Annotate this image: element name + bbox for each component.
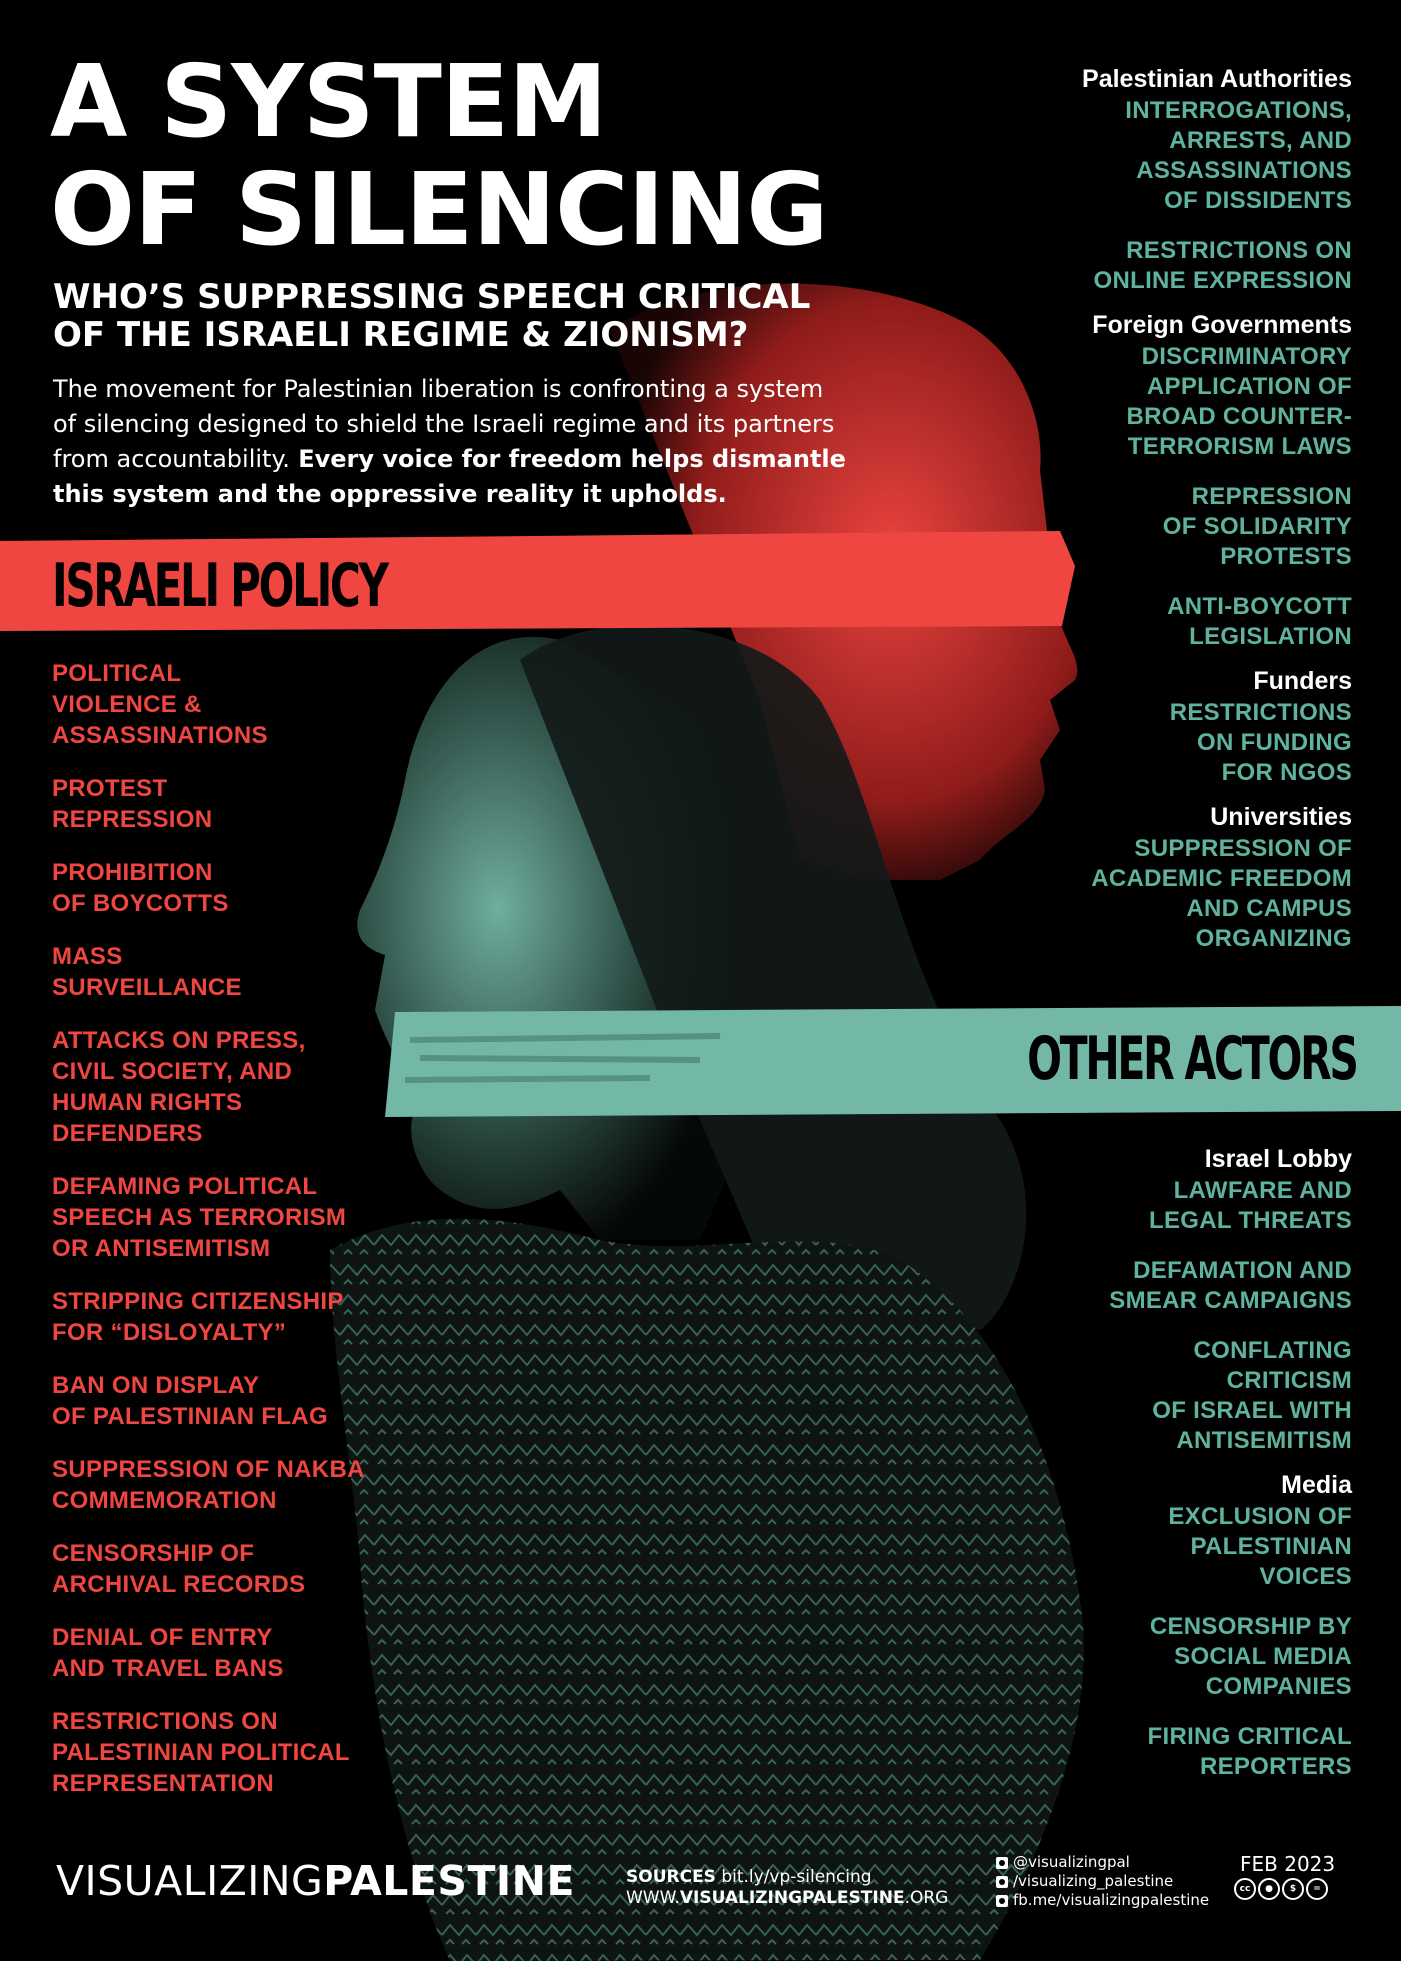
actor-item	[932, 1722, 1352, 1782]
actor-item	[932, 1256, 1352, 1316]
cc-icon: cc	[1234, 1878, 1256, 1900]
group-label-universities: Universities	[1210, 803, 1352, 831]
actor-line: RESTRICTIONS ON	[1126, 237, 1352, 264]
actor-line: DEFAMATION AND	[1133, 1257, 1352, 1284]
social-handle: /visualizing_palestine	[1013, 1872, 1174, 1890]
policy-line: VIOLENCE &	[52, 691, 202, 718]
title-line-1: A SYSTEM	[50, 43, 607, 160]
policy-line: FOR “DISLOYALTY”	[52, 1319, 287, 1346]
policy-line: SPEECH AS TERRORISM	[52, 1204, 347, 1231]
policy-line: OR ANTISEMITISM	[52, 1235, 271, 1262]
attribution-icon: ●	[1258, 1878, 1280, 1900]
policy-line: COMMEMORATION	[52, 1487, 277, 1514]
site-prefix: WWW.	[626, 1888, 680, 1908]
other-actors-lower-list	[932, 1144, 1352, 1802]
social-twitter[interactable]	[996, 1853, 1209, 1872]
actor-item	[932, 1336, 1352, 1456]
policy-item	[52, 1622, 452, 1684]
license-badges	[1234, 1878, 1328, 1900]
policy-item	[52, 1370, 452, 1432]
actor-item	[932, 96, 1352, 216]
actor-line: BROAD COUNTER-	[1126, 403, 1352, 430]
brand-bold: PALESTINE	[323, 1857, 576, 1905]
policy-line: MASS	[52, 943, 123, 970]
policy-line: POLITICAL	[52, 660, 182, 687]
policy-line: BAN ON DISPLAY	[52, 1372, 260, 1399]
page-title	[50, 43, 930, 268]
policy-line: AND TRAVEL BANS	[52, 1655, 284, 1682]
other-actors-upper-list	[932, 64, 1352, 974]
title-line-2: OF SILENCING	[50, 151, 828, 268]
actor-line: COMPANIES	[1205, 1673, 1352, 1700]
actor-line: RESTRICTIONS	[1169, 699, 1352, 726]
actor-line: LEGAL THREATS	[1148, 1207, 1352, 1234]
facebook-icon	[996, 1895, 1008, 1907]
actor-item	[932, 236, 1352, 296]
page-subtitle	[53, 278, 933, 354]
sources-row[interactable]	[626, 1867, 948, 1888]
actor-line: SMEAR CAMPAIGNS	[1109, 1287, 1352, 1314]
twitter-icon	[996, 1857, 1008, 1869]
actor-line: ASSASSINATIONS	[1136, 157, 1352, 184]
actor-line: REPRESSION	[1191, 483, 1352, 510]
actor-line: ANTI-BOYCOTT	[1167, 593, 1352, 620]
policy-item	[52, 1538, 452, 1600]
intro-bold-a: Every voice for freedom helps dismantle	[289, 445, 846, 473]
website-link[interactable]	[626, 1888, 948, 1909]
policy-line: STRIPPING CITIZENSHIP	[52, 1288, 344, 1315]
intro-line-1: The movement for Palestinian liberation is confronting a system	[53, 375, 824, 403]
actor-line: CONFLATING	[1193, 1337, 1352, 1364]
policy-line: RESTRICTIONS ON	[52, 1708, 278, 1735]
policy-line: DEFENDERS	[52, 1120, 203, 1147]
actor-item	[932, 1612, 1352, 1702]
sources-link[interactable]: bit.ly/vp-silencing	[715, 1867, 872, 1887]
actor-line: OF ISRAEL WITH	[1152, 1397, 1352, 1424]
policy-item	[52, 1706, 452, 1799]
instagram-icon	[996, 1876, 1008, 1888]
actor-line: EXCLUSION OF	[1168, 1503, 1352, 1530]
policy-item	[52, 1286, 452, 1348]
policy-item	[52, 941, 452, 1003]
actor-line: FOR NGOS	[1221, 759, 1352, 786]
actor-line: CRITICISM	[1226, 1367, 1352, 1394]
actor-item	[932, 342, 1352, 462]
actor-line: TERRORISM LAWS	[1127, 433, 1352, 460]
intro-bold-b: this system and the oppressive reality it upholds.	[53, 480, 727, 508]
actor-line: APPLICATION OF	[1146, 373, 1352, 400]
subtitle-line-2: OF THE ISRAELI REGIME & ZIONISM?	[53, 315, 749, 355]
brand-thin: VISUALIZING	[56, 1857, 324, 1905]
social-facebook[interactable]	[996, 1891, 1209, 1910]
actor-line: VOICES	[1259, 1563, 1352, 1590]
actor-line: OF DISSIDENTS	[1164, 187, 1352, 214]
policy-line: OF BOYCOTTS	[52, 890, 229, 917]
noncommercial-icon: $	[1282, 1878, 1304, 1900]
policy-line: DEFAMING POLITICAL	[52, 1173, 318, 1200]
actor-line: CENSORSHIP BY	[1149, 1613, 1352, 1640]
intro-line-3-text: from accountability.	[53, 445, 290, 473]
actor-line: OF SOLIDARITY	[1162, 513, 1352, 540]
actor-line: LAWFARE AND	[1173, 1177, 1352, 1204]
israeli-policy-heading: ISRAELI POLICY	[52, 551, 387, 621]
other-actors-heading: OTHER ACTORS	[1027, 1024, 1357, 1094]
policy-line: PROTEST	[52, 775, 168, 802]
intro-paragraph	[53, 372, 913, 512]
actor-line: LEGISLATION	[1189, 623, 1352, 650]
site-bold: VISUALIZINGPALESTINE	[679, 1888, 905, 1908]
actor-line: INTERROGATIONS,	[1125, 97, 1352, 124]
actor-line: SUPPRESSION OF	[1134, 835, 1352, 862]
actor-line: ON FUNDING	[1197, 729, 1352, 756]
publish-date: FEB 2023	[1240, 1852, 1336, 1876]
policy-line: HUMAN RIGHTS	[52, 1089, 243, 1116]
actor-item	[932, 834, 1352, 954]
intro-line-2: of silencing designed to shield the Israeli regime and its partners	[53, 410, 835, 438]
noderivatives-icon: =	[1306, 1878, 1328, 1900]
group-label-funders: Funders	[1253, 667, 1352, 695]
actor-item	[932, 698, 1352, 788]
actor-line: PALESTINIAN	[1190, 1533, 1352, 1560]
policy-item	[52, 658, 452, 751]
group-label-media: Media	[1281, 1471, 1352, 1499]
actor-line: AND CAMPUS	[1186, 895, 1352, 922]
actor-line: ONLINE EXPRESSION	[1093, 267, 1352, 294]
israeli-policy-list	[52, 658, 452, 1821]
intro-line-3	[53, 442, 913, 477]
actor-item	[932, 482, 1352, 572]
policy-line: CENSORSHIP OF	[52, 1540, 255, 1567]
sources-block	[626, 1867, 948, 1909]
actor-line: ARRESTS, AND	[1169, 127, 1352, 154]
sources-label: SOURCES	[626, 1867, 716, 1887]
actor-line: FIRING CRITICAL	[1147, 1723, 1352, 1750]
policy-line: PALESTINIAN POLITICAL	[52, 1739, 350, 1766]
policy-line: SUPPRESSION OF NAKBA	[52, 1456, 365, 1483]
policy-line: PROHIBITION	[52, 859, 213, 886]
actor-line: REPORTERS	[1199, 1753, 1352, 1780]
group-label-foreign-governments: Foreign Governments	[1092, 311, 1352, 339]
social-links	[996, 1853, 1209, 1910]
actor-line: ORGANIZING	[1195, 925, 1352, 952]
actor-line: SOCIAL MEDIA	[1174, 1643, 1352, 1670]
actor-line: ACADEMIC FREEDOM	[1091, 865, 1352, 892]
site-suffix: .ORG	[904, 1888, 949, 1908]
policy-item	[52, 1171, 452, 1264]
actor-line: PROTESTS	[1220, 543, 1352, 570]
social-handle: @visualizingpal	[1013, 1853, 1130, 1871]
subtitle-line-1: WHO’S SUPPRESSING SPEECH CRITICAL	[53, 277, 811, 317]
social-instagram[interactable]	[996, 1872, 1209, 1891]
policy-line: DENIAL OF ENTRY	[52, 1624, 273, 1651]
group-label-israel-lobby: Israel Lobby	[1204, 1145, 1352, 1173]
policy-line: OF PALESTINIAN FLAG	[52, 1403, 328, 1430]
policy-item	[52, 773, 452, 835]
actor-line: ANTISEMITISM	[1176, 1427, 1352, 1454]
group-label-palestinian-authorities: Palestinian Authorities	[1082, 65, 1352, 93]
brand-logo[interactable]	[56, 1856, 575, 1906]
policy-item	[52, 1454, 452, 1516]
actor-item	[932, 592, 1352, 652]
actor-item	[932, 1502, 1352, 1592]
actor-line: DISCRIMINATORY	[1141, 343, 1352, 370]
policy-line: REPRESENTATION	[52, 1770, 274, 1797]
policy-line: SURVEILLANCE	[52, 974, 242, 1001]
policy-line: REPRESSION	[52, 806, 213, 833]
policy-line: ASSASSINATIONS	[52, 722, 268, 749]
social-handle: fb.me/visualizingpalestine	[1013, 1891, 1210, 1909]
policy-line: ATTACKS ON PRESS,	[52, 1027, 306, 1054]
actor-item	[932, 1176, 1352, 1236]
policy-line: ARCHIVAL RECORDS	[52, 1571, 306, 1598]
policy-line: CIVIL SOCIETY, AND	[52, 1058, 293, 1085]
policy-item	[52, 1025, 452, 1149]
policy-item	[52, 857, 452, 919]
